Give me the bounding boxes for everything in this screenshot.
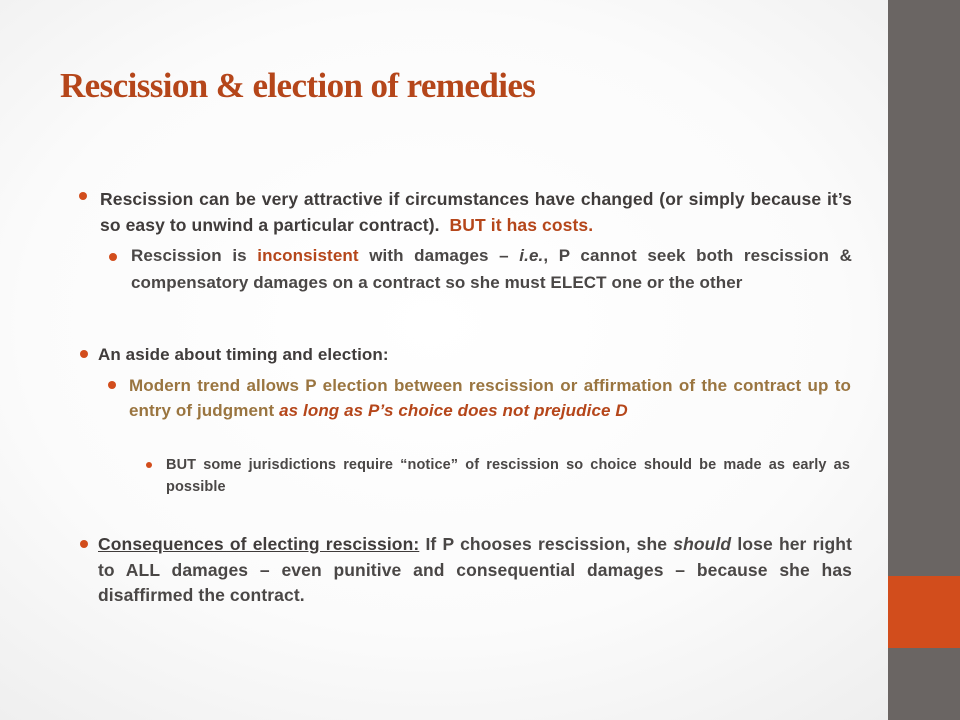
slide-title: Rescission & election of remedies bbox=[60, 66, 536, 105]
bullet-text: If P chooses rescission, she bbox=[419, 534, 674, 554]
bullet-modern-trend bbox=[129, 373, 851, 423]
bullet-dot bbox=[146, 462, 152, 468]
bullet-inconsistent-damages bbox=[131, 243, 852, 296]
bullet-text: An aside about timing and election: bbox=[98, 345, 389, 364]
bullet-dot bbox=[79, 192, 87, 200]
bullet-aside-timing bbox=[98, 343, 850, 367]
bullet-underlined: Consequences of electing rescission: bbox=[98, 534, 420, 554]
bullet-highlight: inconsistent bbox=[257, 246, 359, 265]
bullet-text: with damages – bbox=[358, 246, 520, 265]
bullet-text: lose her right to ALL damages – even punitive and consequential damages – because she has disaffirmed the contract. bbox=[98, 534, 853, 605]
bullet-text: Rescission is bbox=[131, 246, 258, 265]
bullet-italic: should bbox=[673, 534, 732, 554]
bullet-italic: as long as P’s choice does not prejudice D bbox=[279, 401, 628, 420]
bullet-rescission-attractive bbox=[100, 186, 852, 238]
bullet-dot bbox=[80, 350, 88, 358]
bullet-notice-jurisdictions bbox=[166, 454, 850, 498]
bullet-text: , P cannot seek both rescission & compensatory damages on a contract so she must ELECT one or the other bbox=[131, 246, 852, 292]
bullet-dot bbox=[108, 381, 116, 389]
bullet-dot bbox=[109, 253, 117, 261]
orange-accent-block bbox=[888, 576, 960, 648]
bullet-text: BUT some jurisdictions require “notice” of rescission so choice should be made as early as possible bbox=[166, 457, 850, 495]
bullet-text: Modern trend allows P election between rescission or affirmation of the contract up to entry of judgment bbox=[129, 376, 851, 420]
bullet-text: Rescission can be very attractive if circumstances have changed (or simply because it’s so easy to unwind a particular contract). bbox=[100, 189, 852, 235]
bullet-italic: i.e. bbox=[519, 246, 544, 265]
bullet-dot bbox=[80, 540, 88, 548]
bullet-consequences bbox=[98, 532, 852, 609]
bullet-highlight: BUT it has costs. bbox=[449, 215, 594, 235]
